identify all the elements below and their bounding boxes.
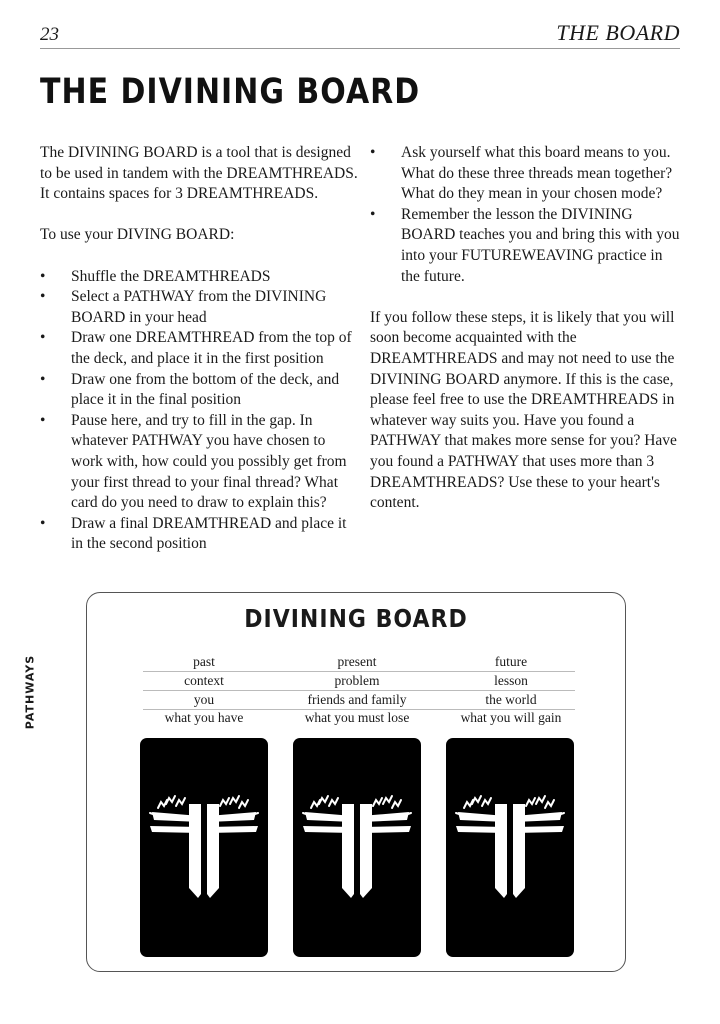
header-rule: [40, 48, 680, 49]
pathway-cell: you: [193, 692, 215, 707]
steps-list-continued: [370, 143, 685, 287]
list-item: • Draw one from the bottom of the deck, and place it in the final position: [40, 370, 360, 411]
card-slot-second[interactable]: [293, 738, 421, 957]
dreamthread-card-back-icon: [446, 738, 574, 957]
card-slot-final[interactable]: [446, 738, 574, 957]
list-item: • Select a PATHWAY from the DIVINING BOARD in your head: [40, 287, 360, 328]
page-number: 23: [40, 24, 59, 45]
pathway-cell: friends and family: [307, 692, 407, 707]
pathway-cell: context: [184, 673, 224, 688]
list-item: • Ask yourself what this board means to you. What do these three threads mean together? What do they mean in your chosen mode?: [370, 143, 685, 205]
list-item: • Remember the lesson the DIVINING BOARD teaches you and bring this with you into your FUTUREWEAVING practice in the future.: [370, 205, 685, 287]
dreamthread-card-back-icon: [293, 738, 421, 957]
steps-lead: To use your DIVING BOARD:: [40, 226, 235, 244]
pathway-cell: what you have: [164, 710, 244, 725]
closing-paragraph: If you follow these steps, it is likely that you will soon become acquainted with the DREAMTHREADS and may not need to use the DIVINING BOARD anymore. If this is the case, please feel free to use the DREAMTHREADS in whatever way suits you. Have you found a PATHWAY that makes more sense for you? Have you found a PATHWAY that uses more than 3 DREAMTHREADS? Use these to your heart's content.: [370, 308, 677, 512]
pathway-row: [143, 653, 575, 672]
pathway-cell: what you must lose: [304, 710, 410, 725]
pathway-cell: present: [337, 654, 377, 669]
card-slot-first[interactable]: [140, 738, 268, 957]
pathway-cell: future: [494, 654, 528, 669]
intro-paragraph: The DIVINING BOARD is a tool that is designed to be used in tandem with the DREAMTHREADS. It contains spaces for 3 DREAMTHREADS.: [40, 144, 358, 203]
pathway-cell: lesson: [494, 673, 528, 688]
steps-list: [40, 267, 360, 555]
page-title: THE DIVINING BOARD: [40, 72, 421, 113]
board-title: DIVINING BOARD: [244, 605, 468, 634]
right-column: [370, 143, 685, 514]
list-item: • Draw one DREAMTHREAD from the top of the deck, and place it in the first position: [40, 328, 360, 369]
pathway-row: [143, 709, 575, 727]
pathway-cell: past: [193, 654, 215, 669]
left-column: [40, 143, 360, 555]
list-item: • Shuffle the DREAMTHREADS: [40, 267, 360, 288]
list-item: • Draw a final DREAMTHREAD and place it in the second position: [40, 514, 360, 555]
divining-board: [86, 592, 626, 972]
pathways-label: PATHWAYS: [23, 654, 37, 730]
pathway-cell: the world: [485, 692, 537, 707]
dreamthread-card-back-icon: [140, 738, 268, 957]
pathway-cell: problem: [334, 673, 380, 688]
pathway-cell: what you will gain: [460, 710, 562, 725]
list-item: • Pause here, and try to fill in the gap. In whatever PATHWAY you have chosen to work with, how could you possibly get from your first thread to your final thread? What card do you need to draw to explain this?: [40, 411, 360, 514]
running-head: THE BOARD: [556, 20, 680, 45]
pathway-row: [143, 691, 575, 710]
pathway-row: [143, 672, 575, 691]
